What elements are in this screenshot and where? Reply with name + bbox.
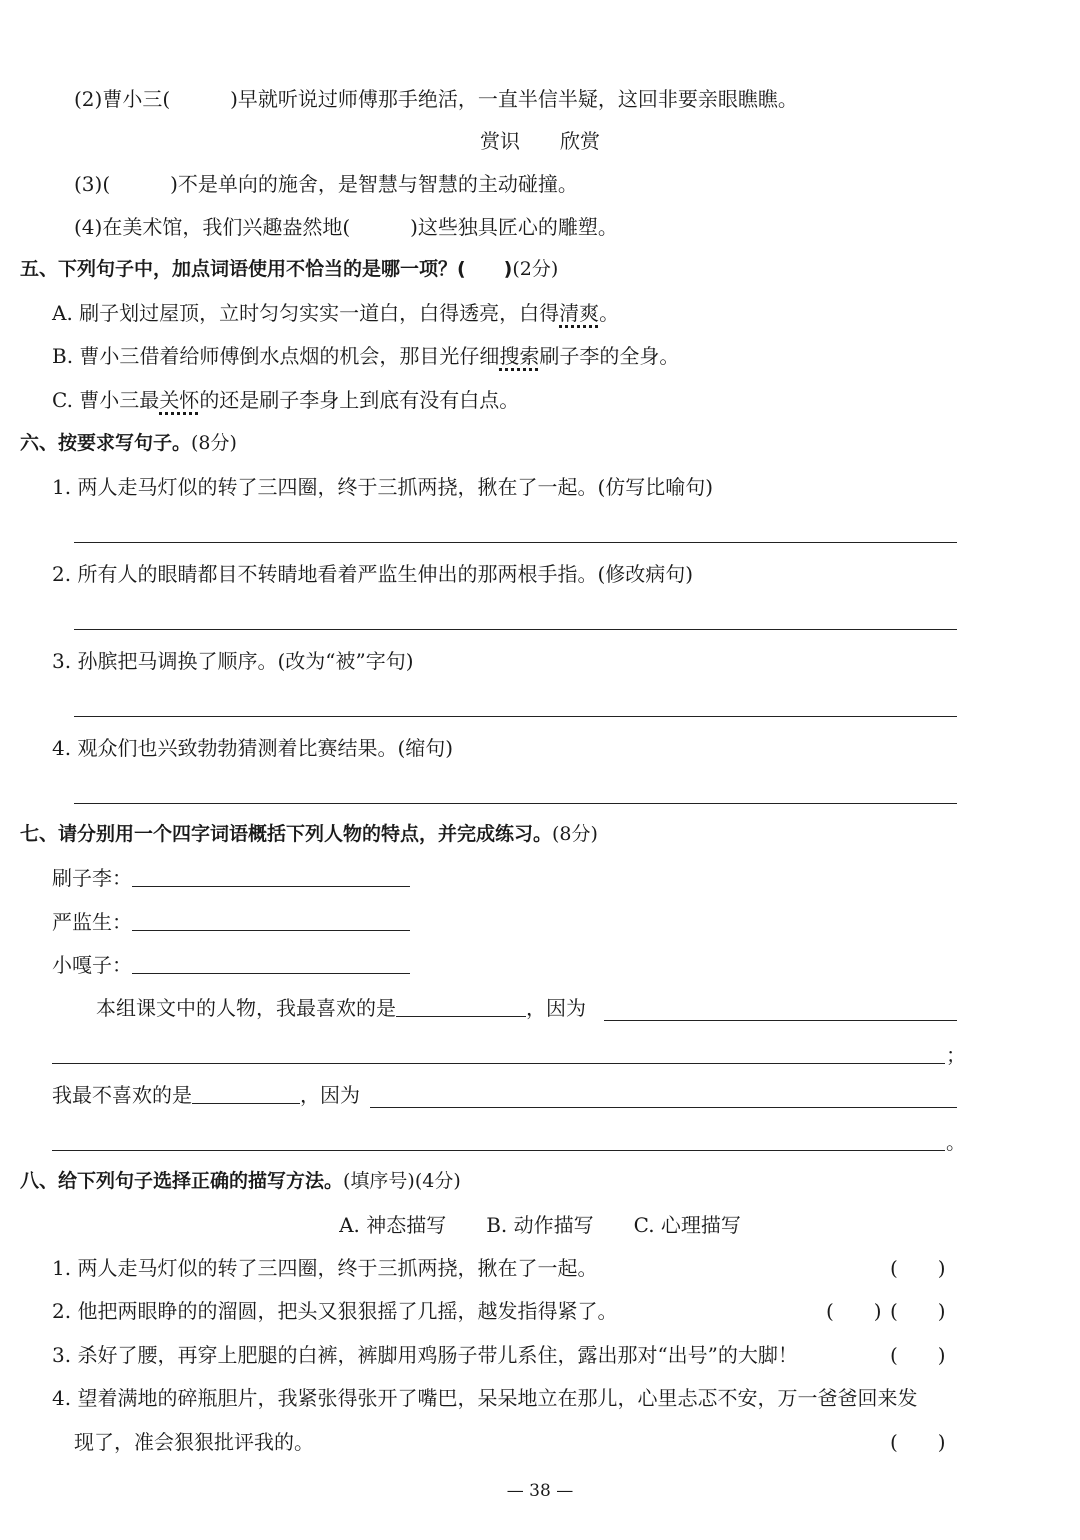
s7-fav-reason-line-2[interactable] — [52, 1063, 945, 1064]
s6-heading-text: 六、按要求写句子。 — [20, 432, 192, 454]
s6-question-4: 4. 观众们也兴致勃勃猜测着比赛结果。(缩句) — [52, 736, 454, 760]
s4-word-options: 赏识 欣赏 — [480, 129, 600, 153]
s6-question-1: 1. 两人走马灯似的转了三四圈，终于三抓两挠，揪在了一起。(仿写比喻句) — [52, 475, 714, 499]
s7-semicolon: ； — [946, 1043, 966, 1067]
s6-answer-line-2[interactable] — [74, 629, 957, 630]
s7-name-3: 小嘎子： — [52, 953, 132, 977]
s6-points: (8分) — [191, 432, 237, 454]
s5-b-dotted-word: 搜索 — [499, 344, 540, 368]
s7-name-1: 刷子李： — [52, 866, 132, 890]
s8-points: (填序号)(4分) — [343, 1170, 461, 1192]
s5-a-end: 。 — [599, 301, 620, 325]
s6-question-2: 2. 所有人的眼睛都目不转睛地看着严监生伸出的那两根手指。(修改病句) — [52, 562, 694, 586]
s7-character-1 — [52, 863, 410, 893]
s7-fav-text: 本组课文中的人物，我最喜欢的是 — [96, 996, 396, 1020]
s7-heading-text: 七、请分别用一个四字词语概括下列人物的特点，并完成练习。 — [20, 823, 553, 845]
s5-a-text: A. 刷子划过屋顶，立时匀匀实实一道白，白得透亮，白得 — [52, 301, 560, 325]
s7-points: (8分) — [552, 823, 598, 845]
s8-answer-3[interactable]: ( ) — [890, 1343, 946, 1367]
s4-question-2: (2)曹小三( )早就听说过师傅那手绝活，一直半信半疑，这回非要亲眼瞧瞧。 — [74, 87, 798, 111]
s7-least-text: 我最不喜欢的是 — [52, 1083, 192, 1107]
s5-heading-text: 五、下列句子中，加点词语使用不恰当的是哪一项？( ) — [20, 258, 513, 280]
s8-options: A. 神态描写 B. 动作描写 C. 心理描写 — [339, 1213, 741, 1237]
s7-name-2: 严监生： — [52, 910, 132, 934]
s5-option-a[interactable] — [52, 298, 619, 328]
s4-question-4: (4)在美术馆，我们兴趣盎然地( )这些独具匠心的雕塑。 — [74, 215, 618, 239]
s5-points: (2分) — [512, 258, 559, 280]
s8-question-3: 3. 杀好了腰，再穿上肥腿的白裤，裤脚用鸡肠子带儿系住，露出那对“出号”的大脚！ — [52, 1343, 798, 1367]
s5-b-text: B. 曹小三借着给师傅倒水点烟的机会，那目光仔细 — [52, 344, 500, 368]
s7-least-because: ，因为 — [300, 1083, 360, 1107]
s8-answer-2a[interactable]: ( ) — [826, 1299, 882, 1323]
s5-c-dotted-word: 关怀 — [159, 388, 200, 412]
s8-question-4b: 现了，准会狠狠批评我的。 — [74, 1430, 314, 1454]
s7-least-blank[interactable] — [192, 1081, 300, 1104]
s8-answer-2b[interactable]: ( ) — [890, 1299, 946, 1323]
s7-fav-blank[interactable] — [396, 994, 526, 1017]
s6-answer-line-4[interactable] — [74, 803, 957, 804]
s8-question-2: 2. 他把两眼睁的的溜圆，把头又狠狠摇了几摇，越发指得紧了。 — [52, 1299, 618, 1323]
s4-question-3: (3)( )不是单向的施舍，是智慧与智慧的主动碰撞。 — [74, 172, 578, 196]
s8-question-4a: 4. 望着满地的碎瓶胆片，我紧张得张开了嘴巴，呆呆地立在那儿，心里忐忑不安，万一爸爸回来发 — [52, 1386, 918, 1410]
s5-b-end: 刷子李的全身。 — [539, 344, 680, 368]
s5-option-b[interactable] — [52, 341, 679, 371]
s5-option-c[interactable] — [52, 385, 519, 415]
page-number: — 38 — — [506, 1481, 574, 1501]
s6-question-3: 3. 孙膑把马调换了顺序。(改为“被”字句) — [52, 649, 414, 673]
s8-question-1: 1. 两人走马灯似的转了三四圈，终于三抓两挠，揪在了一起。 — [52, 1256, 598, 1280]
s5-c-text: C. 曹小三最 — [52, 388, 160, 412]
s8-answer-1[interactable]: ( ) — [890, 1256, 946, 1280]
s8-answer-4[interactable]: ( ) — [890, 1430, 946, 1454]
s6-answer-line-1[interactable] — [74, 542, 957, 543]
s7-favorite-line — [96, 993, 586, 1023]
s7-period: 。 — [946, 1130, 966, 1154]
s7-least-reason-line-2[interactable] — [52, 1150, 945, 1151]
s7-blank-3[interactable] — [132, 951, 410, 974]
s5-a-dotted-word: 清爽 — [559, 301, 600, 325]
s7-fav-reason-line-1[interactable] — [604, 1020, 957, 1021]
s7-blank-1[interactable] — [132, 864, 410, 887]
s7-heading — [20, 819, 598, 849]
s7-least-line — [52, 1080, 360, 1110]
s8-heading-text: 八、给下列句子选择正确的描写方法。 — [20, 1170, 344, 1192]
s7-fav-because: ，因为 — [526, 996, 586, 1020]
s7-least-reason-line-1[interactable] — [370, 1107, 957, 1108]
s7-character-2 — [52, 907, 410, 937]
s7-character-3 — [52, 950, 410, 980]
s8-heading — [20, 1166, 461, 1196]
s7-blank-2[interactable] — [132, 908, 410, 931]
s6-answer-line-3[interactable] — [74, 716, 957, 717]
s5-heading — [20, 254, 558, 284]
s6-heading — [20, 428, 237, 458]
s5-c-end: 的还是刷子李身上到底有没有白点。 — [199, 388, 520, 412]
